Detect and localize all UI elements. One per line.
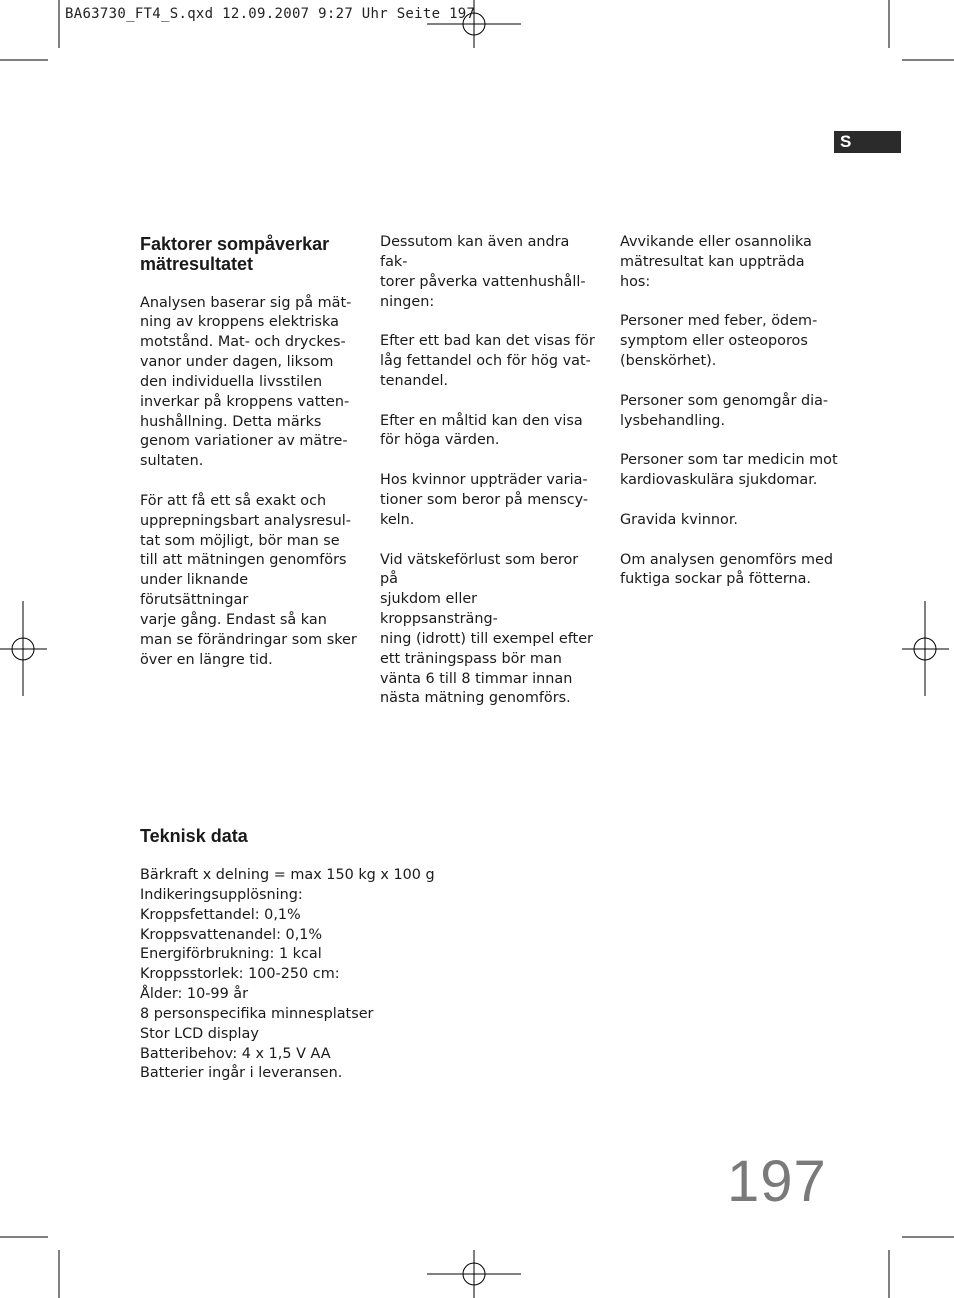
spec-line: Ålder: 10-99 år [140, 986, 249, 1003]
text-line: under liknande förutsättningar [140, 572, 249, 609]
spec-line: 8 personspecifika minnesplatser [140, 1005, 374, 1022]
text-line: man se förändringar som sker [140, 631, 357, 648]
text-line: varje gång. Endast så kan [140, 612, 327, 628]
spec-line: Stor LCD display [140, 1025, 259, 1042]
paragraph [620, 392, 838, 432]
text-line: för höga värden. [380, 432, 500, 449]
text-line: Dessutom kan även andra fak- [380, 234, 570, 270]
text-line: Efter ett bad kan det visas för [380, 333, 595, 350]
text-line: sjukdom eller kroppsansträng- [380, 591, 498, 628]
paragraph [380, 332, 598, 392]
paragraph [620, 551, 838, 591]
paragraph [620, 233, 838, 293]
heading-line: mätresultatet [140, 254, 254, 274]
print-slug: BA63730_FT4_S.qxd 12.09.2007 9:27 Uhr Seite 197 [65, 6, 476, 22]
spec-line: Batteribehov: 4 x 1,5 V AA [140, 1045, 331, 1062]
text-line: Om analysen genomförs med [620, 551, 834, 568]
text-line: över en längre tid. [140, 651, 273, 668]
text-line: hushållning. Detta märks [140, 413, 322, 430]
spec-line: Batterier ingår i leveransen. [140, 1065, 343, 1082]
text-line: inverkar på kroppens vatten- [140, 393, 350, 410]
technical-data-list [140, 866, 540, 1084]
text-line: genom variationer av mätre- [140, 433, 348, 450]
paragraph [620, 511, 838, 531]
text-line: ningen: [380, 293, 435, 310]
section-heading-technical-data: Teknisk data [140, 826, 248, 846]
paragraph [620, 312, 838, 372]
paragraph [620, 451, 838, 491]
text-line: till att mätningen genomförs [140, 552, 347, 569]
text-line: upprepningsbart analysresul- [140, 512, 351, 529]
column-factors [140, 233, 358, 690]
text-line: För att få ett så exakt och [140, 492, 327, 509]
text-line: den individuella livsstilen [140, 373, 323, 390]
text-line: motstånd. Mat- och dryckes- [140, 334, 346, 351]
paragraph [140, 492, 358, 671]
text-line: ett träningspass bör man [380, 650, 562, 667]
text-line: mätresultat kan uppträda hos: [620, 253, 805, 290]
paragraph [380, 233, 598, 312]
spec-line: Bärkraft x delning = max 150 kg x 100 g [140, 867, 435, 883]
text-line: vanor under dagen, liksom [140, 354, 334, 371]
language-tab: S [834, 131, 901, 153]
spec-line: Kroppsvattenandel: 0,1% [140, 926, 323, 943]
text-line: ning (idrott) till exempel efter [380, 630, 593, 647]
text-line: torer påverka vattenhushåll- [380, 273, 586, 290]
text-line: Analysen baserar sig på mät- [140, 294, 352, 311]
heading-line: Faktorer sompåverkar [140, 234, 330, 254]
text-line: tenandel. [380, 372, 449, 389]
text-line: (benskörhet). [620, 353, 717, 370]
spec-line: Kroppsstorlek: 100-250 cm: [140, 966, 340, 983]
text-line: Gravida kvinnor. [620, 511, 738, 528]
paragraph [140, 294, 358, 473]
text-line: fuktiga sockar på fötterna. [620, 571, 812, 588]
paragraph [380, 551, 598, 710]
text-line: tioner som beror på menscy- [380, 491, 589, 508]
text-line: Vid vätskeförlust som beror på [380, 551, 579, 588]
text-line: sultaten. [140, 453, 204, 470]
text-line: vänta 6 till 8 timmar innan [380, 670, 573, 687]
spec-line: Kroppsfettandel: 0,1% [140, 906, 301, 923]
text-line: tat som möjligt, bör man se [140, 532, 340, 549]
spec-line: Indikeringsupplösning: [140, 886, 303, 903]
text-line: kardiovaskulära sjukdomar. [620, 472, 818, 489]
text-line: lysbehandling. [620, 412, 726, 429]
paragraph [380, 471, 598, 531]
column-deviations [620, 233, 838, 610]
spec-line: Energiförbrukning: 1 kcal [140, 946, 322, 963]
paragraph [380, 412, 598, 452]
text-line: ning av kroppens elektriska [140, 314, 339, 331]
column-water-balance [380, 233, 598, 729]
text-line: Efter en måltid kan den visa [380, 412, 583, 429]
text-line: Personer med feber, ödem- [620, 313, 818, 330]
text-line: Personer som tar medicin mot [620, 452, 838, 469]
text-line: Personer som genomgår dia- [620, 392, 829, 409]
technical-data-section [140, 825, 540, 1084]
page-number: 197 [727, 1149, 827, 1214]
text-line: symptom eller osteoporos [620, 333, 808, 350]
text-line: Hos kvinnor uppträder varia- [380, 472, 588, 489]
text-line: keln. [380, 511, 415, 528]
section-heading-factors [140, 233, 358, 274]
text-line: Avvikande eller osannolika [620, 234, 812, 250]
text-line: nästa mätning genomförs. [380, 690, 571, 707]
text-line: låg fettandel och för hög vat- [380, 353, 591, 370]
